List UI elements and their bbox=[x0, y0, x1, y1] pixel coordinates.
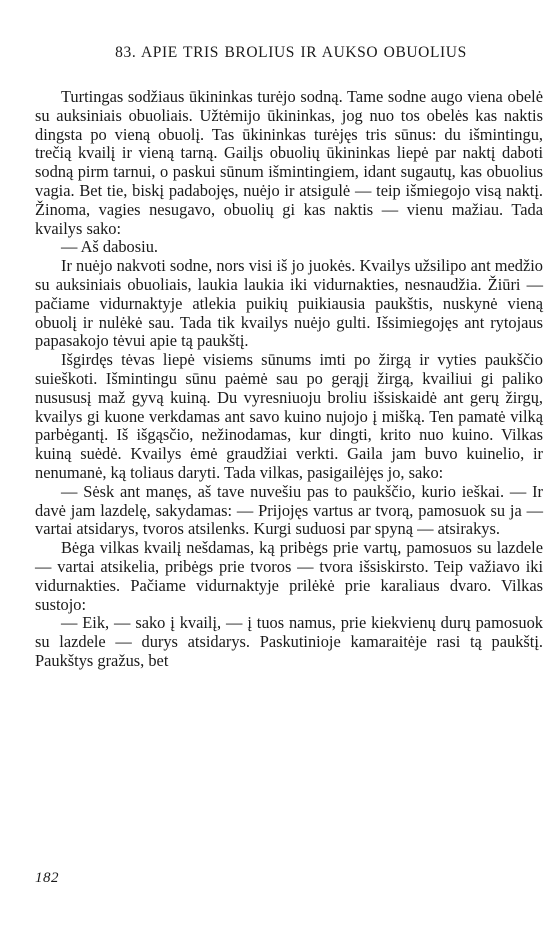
paragraph: Išgirdęs tėvas liepė visiems sūnums imti po žirgą ir vyties paukščio suieškoti. Išmintingu sūnu paėmė sau po gerąjį žirgą, kvailiui gi paliko nusususį maž gyvą kuiną. Du vyresniuoju broliu išsiskaidė ant gerų žirgų, kvailys gi kuone verkdamas ant savo kuino nujojo į mišką. Ten pamatė vilką parbėgantį. Iš išgąsčio, nežinodamas, kur dingti, krito nuo kuino. Vilkas kuiną suėdė. Kvailys ėmė graudžiai verkti. Gaila jam buvo kuinelio, ir nenumanė, ką toliaus daryti. Tada vilkas, pasigailėjęs jo, sako: bbox=[35, 350, 543, 482]
paragraph: Ir nuėjo nakvoti sodne, nors visi iš jo juokės. Kvailys užsilipo ant medžio su auksiniais obuoliais, laukia laukia iki vidurnakties, nesnaudžia. Žiūri — pačiame vidurnaktyje atlekia puikių puikiausia paukštis, nuskynė vieną obuolį ir nulėkė sau. Tada tik kvailys nuėjo gulti. Išsimiegojęs ant rytojaus papasakojo tėvui apie tą paukštį. bbox=[35, 256, 543, 351]
paragraph: — Sėsk ant manęs, aš tave nuvešiu pas to paukščio, kurio ieškai. — Ir davė jam lazdelę, sakydamas: — Prijojęs vartus ar tvorą, pamosuok su ja — vartai atsidarys, tvoros atsilenks. Kurgi suduosi par spyną — atsirakys. bbox=[35, 481, 543, 539]
chapter-body bbox=[35, 88, 543, 671]
paragraph: — Aš dabosiu. bbox=[61, 237, 158, 257]
paragraph: — Eik, — sako į kvailį, — į tuos namus, prie kiekvienų durų pamosuok su lazdele — durys atsidarys. Paskutinioje kamaraitėje rasi tą paukštį. Paukštys gražus, bet bbox=[35, 613, 543, 670]
paragraph: Bėga vilkas kvailį nešdamas, ką pribėgs prie vartų, pamosuos su lazdele — vartai atsikelia, pribėgs prie tvoros — tvora išsiskirsto. Teip važiavo iki vidurnakties. Pačiame vidurnaktyje prilėkė prie karaliaus dvaro. Vilkas sustojo: bbox=[35, 538, 543, 614]
chapter-title: 83. APIE TRIS BROLIUS IR AUKSO OBUOLIUS bbox=[115, 44, 467, 61]
paragraph: Turtingas sodžiaus ūkininkas turėjo sodną. Tame sodne augo viena obelė su auksiniais obuoliais. Užtėmijo ūkininkas, jog nuo tos obelės kas naktis dingsta po vieną obuolį. Tas ūkininkas turėjęs tris sūnus: du išmintingu, trečią kvailį ir vieną tarną. Gailįs obuolių ūkininkas liepė par naktį daboti sodną pirm tarnui, o paskui sūnum išmintingiem, idant sugautų, kas obuolius vagia. Bet tie, biskį padabojęs, nuėjo ir atsigulė — teip išmiegojo visą naktį. Žinoma, vagies nesugavo, obuolių gi kas naktis — vienu mažiau. Tada kvailys sako: bbox=[35, 87, 543, 238]
page-number: 182 bbox=[35, 870, 59, 886]
